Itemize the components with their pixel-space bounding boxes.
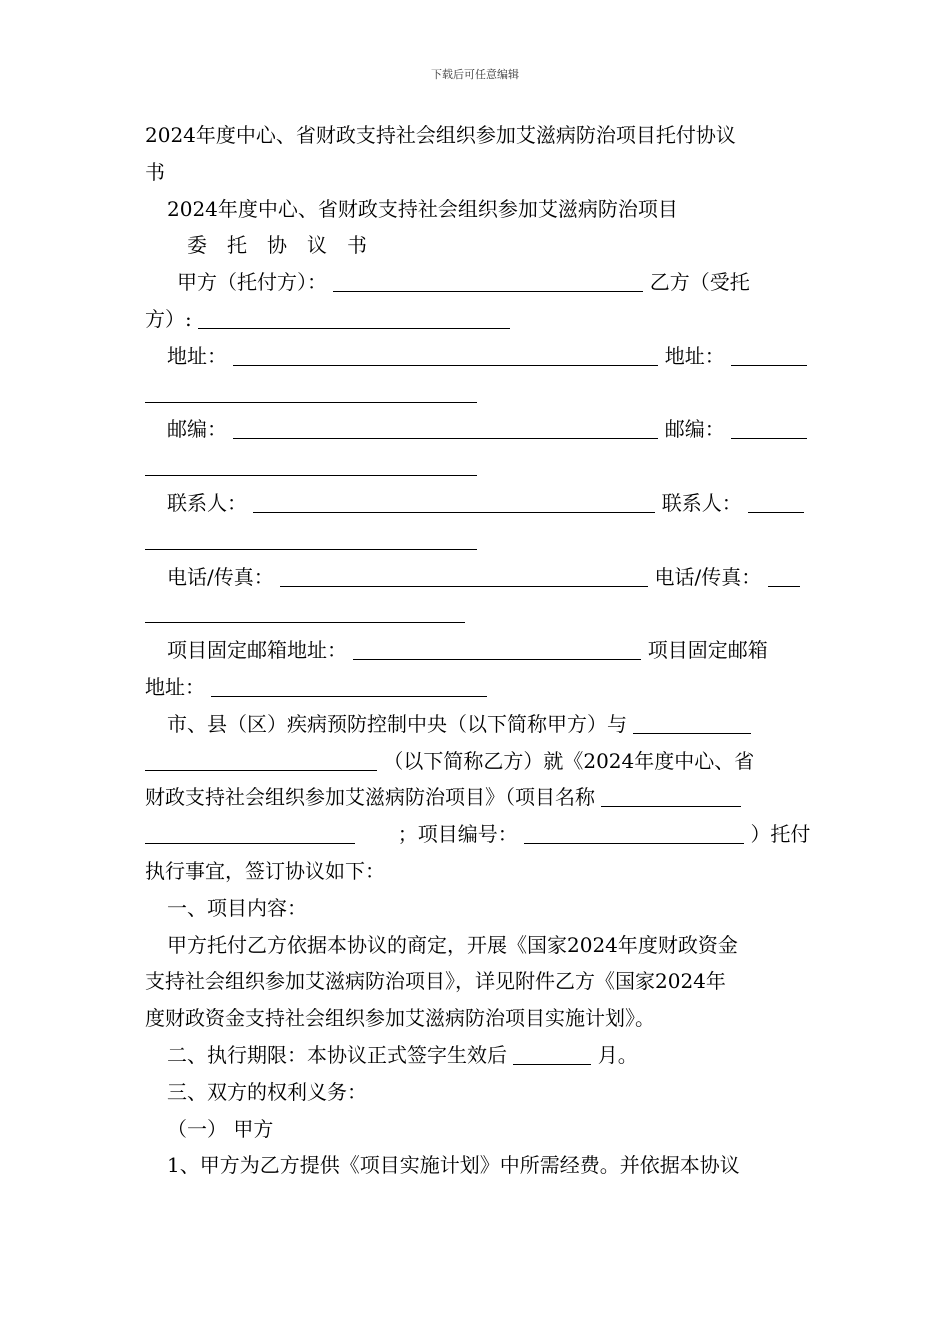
postcode-blank-a[interactable] <box>233 414 658 439</box>
doc-title-line1: 2024年度中心、省财政支持社会组织参加艾滋病防治项目托付协议 <box>145 123 736 147</box>
party-b-row <box>145 301 807 338</box>
contact-blank-a[interactable] <box>253 488 655 513</box>
postcode-label-b: 邮编： <box>664 417 725 442</box>
postcode-row <box>145 411 807 448</box>
intro-line1 <box>145 706 807 743</box>
section-2-row <box>145 1037 807 1074</box>
contact-blank-b-cont[interactable] <box>145 525 477 550</box>
phone-label-b: 电话/传真： <box>654 564 762 589</box>
section-2-text: 二、执行期限：本协议正式签字生效后 <box>167 1042 507 1067</box>
intro-text-3: 财政支持社会组织参加艾滋病防治项目》（项目名称 <box>145 785 595 810</box>
phone-blank-b-cont[interactable] <box>145 598 465 623</box>
section-1-para-line3: 度财政资金支持社会组织参加艾滋病防治项目实施计划》。 <box>145 1006 655 1031</box>
contact-row <box>145 485 807 522</box>
doc-title-line2: 书 <box>145 159 165 184</box>
mailbox-label-a: 项目固定邮箱地址： <box>167 638 347 663</box>
party-b-label2: 方）: <box>145 306 192 331</box>
postcode-row-cont <box>145 448 807 485</box>
address-blank-b[interactable] <box>731 341 807 366</box>
phone-row <box>145 559 807 596</box>
phone-label-a: 电话/传真： <box>167 564 274 589</box>
project-name-blank-cont[interactable] <box>145 819 355 844</box>
project-name-blank[interactable] <box>601 782 741 807</box>
section-1-heading: 一、项目内容： <box>167 895 307 920</box>
party-a-blank[interactable] <box>333 267 643 292</box>
address-row-cont <box>145 375 807 412</box>
doc-subtitle: 2024年度中心、省财政支持社会组织参加艾滋病防治项目 <box>167 196 678 221</box>
postcode-blank-b-cont[interactable] <box>145 451 477 476</box>
subsection-party-a: （一） 甲方 <box>167 1116 274 1141</box>
intro-line3 <box>145 779 807 816</box>
address-label-a: 地址： <box>167 343 227 368</box>
contact-label-b: 联系人： <box>661 490 742 515</box>
item-1-line: 1、甲方为乙方提供《项目实施计划》中所需经费。并依据本协议 <box>167 1153 740 1178</box>
mailbox-label-b1: 项目固定邮箱 <box>647 638 768 663</box>
intro-blank-party-b-cont[interactable] <box>145 746 377 771</box>
section-1-para-line1: 甲方托付乙方依据本协议的商定，开展《国家2024年度财政资金 <box>167 932 738 957</box>
address-label-b: 地址： <box>664 343 725 368</box>
mailbox-row-cont <box>145 669 807 706</box>
intro-line4 <box>145 816 811 853</box>
intro-text-1: 市、县（区）疾病预防控制中央（以下简称甲方）与 <box>167 711 627 736</box>
document-body <box>145 117 811 1184</box>
phone-blank-b[interactable] <box>768 562 800 587</box>
intro-text-4a: ；项目编号： <box>397 822 518 847</box>
intro-text-2: （以下简称乙方）就《2024年度中心、省 <box>383 748 755 773</box>
mailbox-label-b2: 地址： <box>145 674 205 699</box>
intro-line2 <box>145 743 807 780</box>
contact-label-a: 联系人： <box>167 490 247 515</box>
section-3-heading: 三、双方的权利义务： <box>167 1079 367 1104</box>
mailbox-blank-a[interactable] <box>353 635 641 660</box>
doc-subtitle2: 委托协议书 <box>187 233 387 258</box>
address-blank-a[interactable] <box>233 341 658 366</box>
project-number-blank[interactable] <box>524 819 744 844</box>
postcode-label-a: 邮编： <box>167 417 227 442</box>
address-row <box>145 338 807 375</box>
page-header-note: 下载后可任意编辑 <box>431 68 519 81</box>
section-2-suffix: 月。 <box>597 1042 638 1067</box>
mailbox-row <box>145 632 807 669</box>
intro-text-4b: ）托付 <box>750 822 811 847</box>
phone-blank-a[interactable] <box>280 562 648 587</box>
phone-row-cont <box>145 595 807 632</box>
period-months-blank[interactable] <box>513 1040 591 1065</box>
contact-row-cont <box>145 522 807 559</box>
address-blank-b-cont[interactable] <box>145 378 477 403</box>
postcode-blank-b[interactable] <box>731 414 807 439</box>
intro-blank-party-b[interactable] <box>633 709 751 734</box>
section-1-para-line2: 支持社会组织参加艾滋病防治项目》，详见附件乙方《国家2024年 <box>145 969 726 994</box>
party-row <box>145 264 807 301</box>
contact-blank-b[interactable] <box>748 488 804 513</box>
intro-line5: 执行事宜，签订协议如下： <box>145 858 385 883</box>
mailbox-blank-b[interactable] <box>211 672 487 697</box>
party-b-label: 乙方（受托 <box>649 270 750 295</box>
party-b-blank[interactable] <box>198 304 510 329</box>
party-a-label: 甲方（托付方）： <box>177 270 327 295</box>
